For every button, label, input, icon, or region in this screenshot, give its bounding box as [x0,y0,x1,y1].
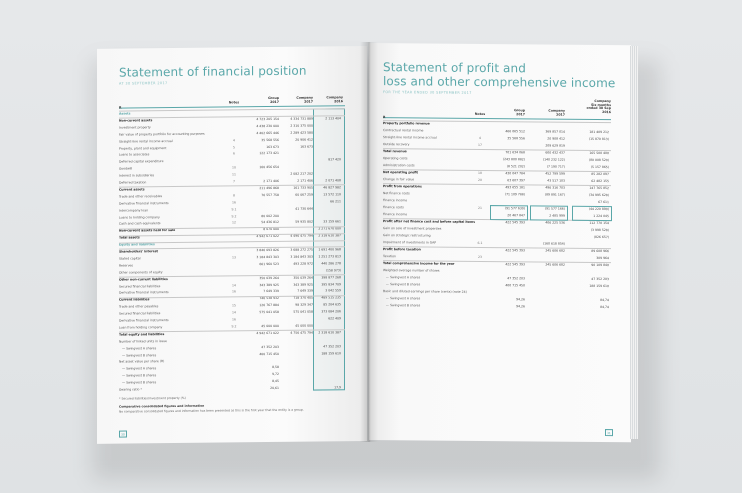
company-value: (140 232 122) [542,157,565,162]
table-row [369,296,631,303]
prior-value: 147 765 852 [589,185,609,191]
currency-header: R [119,105,122,110]
table-row [369,240,631,247]
group-value: 400 715 450 [259,351,279,356]
row-label: Total assets [119,235,140,240]
row-note: 10 [232,165,236,170]
table-row [369,191,631,198]
group-value: 94,26 [516,297,525,302]
prior-value: 2 318 610 387 [318,330,341,335]
row-note: 17 [478,142,482,147]
prior-value: 46 827 982 [323,185,341,190]
row-label: — Swingvest A shares [386,275,421,280]
company-value: 20 908 412 [547,136,565,141]
row-label: Secured financial liabilities [119,311,161,316]
row-label: — Swingvest B shares [122,373,157,378]
row-label: Interest in subsidiaries [119,173,155,178]
group-value: 4 942 671 022 [256,330,279,335]
row-rule [119,105,345,112]
row-note: 14 [232,282,236,287]
prior-value: 89 608 966 [591,248,609,254]
row-label: Reserves [119,263,134,268]
company-prior-header: Company 2016 [326,95,343,103]
prior-value: 395 834 709 [321,281,341,286]
prior-value: 188 159 610 [321,350,341,355]
group-value: 493 655 181 [505,185,525,190]
company-value: 4 334 731 889 [290,116,313,121]
group-value: 80 002 200 [261,213,279,218]
group-value: (8 521 202) [506,164,525,169]
company-value: 245 606 682 [545,262,565,267]
row-label: Weighted average number of shares [383,268,440,273]
row-label: Other components of equity [119,269,163,275]
group-value: 746 538 932 [259,296,279,301]
row-label: Total equity and liabilities [119,331,165,337]
company-value: 3 688 272 275 [290,247,313,252]
row-label: Profit from operations [383,184,422,189]
prior-value: 85 204 635 [323,302,341,307]
group-value: 7 649 339 [263,289,279,294]
group-value: 4 942 671 022 [256,234,279,239]
row-label: Current assets [119,187,145,192]
prior-value: 181 409 212 [589,129,609,135]
group-value: 430 047 784 [505,171,525,176]
company-value: 2 082 217 202 [290,171,313,176]
prior-value: (826 657) [593,234,609,240]
company-value: (91 577 166) [544,206,565,211]
row-note: 6 [233,151,235,156]
group-value: 4 402 665 446 [256,130,279,135]
table-row [369,121,631,128]
group-value: 47 352 203 [261,344,279,349]
group-value: 9,72 [272,372,279,377]
row-label: Taxation [383,254,396,259]
row-label: Total comprehensive income for the year [383,261,455,266]
notes-header: Notes [228,100,240,105]
table-row [369,226,631,233]
group-value: 126 767 884 [259,303,279,308]
group-value: 94,26 [516,304,525,309]
right-currency-header: R [383,115,386,120]
company-value: 718 370 405 [293,295,313,301]
row-note: 9.2 [231,213,237,218]
company-value: 3 184 843 303 [290,254,313,259]
row-note: 13 [232,255,236,260]
company-value: 350 039 264 [293,275,313,280]
row-label: Loan from holding company [119,325,163,330]
table-row [369,170,631,177]
prior-value: (158 973) [325,267,341,273]
group-value: 575 041 058 [259,310,279,315]
company-value: 2 289 423 580 [290,130,313,135]
right-company-prior-header: Company Six months ended 30 Sep 2016 [586,98,611,114]
table-row [369,261,631,268]
finance-costs-box [572,206,612,221]
row-label: Number of linked units in issue [119,338,167,344]
group-value: 400 715 450 [505,283,525,288]
row-note: 16 [232,289,236,294]
company-value: 98 329 347 [295,302,313,307]
group-value: 8,58 [272,365,279,370]
prior-value: 188 159 610 [589,283,609,289]
row-label: Goodwill [119,166,133,171]
row-label: Change in fair value [383,177,415,182]
row-label: Derivative financial instruments [119,200,169,206]
row-label: Total revenue [383,149,407,154]
row-label: Profit after net finance cost and before capital items [383,219,476,224]
right-notes-header: Notes [474,111,486,117]
company-value: 59 935 802 [295,219,313,225]
table-row [369,177,631,184]
row-label: Profit before taxation [383,247,421,252]
company-value: 4 756 475 794 [290,330,313,335]
table-row [369,184,631,191]
right-page [369,43,631,442]
company-value: 43 517 103 [547,178,565,183]
table-row [369,282,631,289]
prior-value: 13 572 110 [323,192,341,197]
row-note: 14 [232,310,236,315]
group-value: (71 109 788) [504,192,525,197]
group-value: 63 607 397 [507,178,525,183]
prior-value: 2 113 404 [325,116,341,121]
company-value: 369 857 014 [545,129,565,134]
prior-value: (3 998 528) [590,227,609,233]
left-page-title: Statement of financial position [119,63,307,80]
company-value: (160 618 854) [542,241,565,246]
row-note: 11 [232,172,236,177]
prior-value: 2 271 670 000 [318,226,341,231]
left-page [97,46,367,444]
company-value: 493 228 972 [293,261,313,266]
right-company-header: Company 2017 [548,108,565,117]
row-label: Property, plant and equipment [119,145,167,151]
row-note: 18 [478,170,482,175]
prior-value: 3 042 559 [325,288,341,293]
group-value: 35 568 556 [261,137,279,142]
row-label: — Swingvest B shares [122,380,157,385]
company-value: 496 316 703 [545,185,565,190]
row-label: Loans to associates [119,152,150,157]
group-value: 35 568 556 [507,136,525,141]
table-row [369,289,631,296]
prior-value: 112 770 154 [589,220,609,226]
prior-value: 1 224 045 [593,213,609,219]
prior-value: (15 870 813) [588,136,609,142]
gearing-footnote: * Secured liabilities/investment property (%) [119,395,186,401]
group-value: 160 456 654 [259,165,279,170]
group-value: 3 846 093 826 [256,247,279,253]
row-label: Straight-line rental income accrual [119,138,173,144]
row-note: 4 [479,135,481,140]
prior-value: 84,74 [600,305,609,310]
group-value: (91 577 630) [504,206,525,211]
table-row [369,268,631,275]
row-label: Finance costs [383,205,404,210]
row-label: Fair value of property portfolio for accounting purposes [119,131,205,137]
company-value: 41 730 644 [295,206,313,211]
group-value: 20,61 [270,385,279,391]
group-value: 343 389 925 [259,282,279,287]
company-value: 209 629 819 [545,143,565,148]
company-value: 406 225 536 [545,220,565,225]
row-label: Property portfolio revenue [383,121,430,126]
table-row [369,303,631,310]
company-value: 2 310 375 000 [290,123,313,128]
prior-value: (34 995 628) [588,192,609,198]
left-page-subtitle: AT 30 SEPTEMBER 2017 [119,81,168,86]
row-rule [119,240,345,243]
group-value: 8,45 [272,379,279,384]
group-value: 3 184 843 303 [256,254,279,260]
row-note: 21 [478,205,482,210]
row-note: 6.1 [477,240,483,245]
prior-value: 2 071 408 [325,178,341,183]
company-header: Company 2017 [296,95,313,104]
row-label: Shareholders' interest [119,249,159,254]
prior-value: 309 964 [596,255,609,261]
prior-value: 47 352 203 [323,343,341,349]
group-value: 701 634 068 [505,150,525,155]
row-label: Deferred capital expenditure [119,159,164,164]
row-note: 12 [232,220,236,225]
group-value: 45 000 000 [261,323,279,328]
prior-value: (5 157 865) [590,164,609,170]
group-value: 422 545 393 [505,220,525,225]
right-header-rule [383,117,611,120]
row-note: 16 [232,317,236,322]
row-note: 15 [232,303,236,308]
group-value: 466 065 512 [505,129,525,134]
table-row [369,247,631,254]
row-label: Equity and liabilities [119,242,155,247]
comparative-heading: Comparative consolidated figures and information [119,403,205,409]
prior-value: 622 409 [328,316,341,321]
row-label: Non-current assets held for sale [119,228,176,233]
group-value: 76 557 758 [261,192,279,197]
row-label: — Swingvest A shares [122,345,157,351]
row-label: Gain on strategic restructuring [383,233,431,238]
row-label: — Swingvest B shares [386,303,421,308]
group-value: 211 496 868 [259,185,279,191]
company-value: 163 673 [300,144,313,149]
prior-value: 2 318 610 387 [318,233,341,238]
prior-value: 489 515 235 [321,295,341,300]
company-value: (89 891 167) [544,192,565,197]
row-note: 9.2 [231,324,237,329]
group-value: 350 039 264 [259,275,279,280]
prior-value: 373 084 206 [321,309,341,314]
prior-value: 66 211 [330,198,341,204]
prior-value: 440 286 278 [321,261,341,266]
group-value: 661 960 523 [259,261,279,266]
prior-value: 1 251 273 813 [318,254,341,259]
row-label: Finance income [383,212,408,217]
prior-value: 817 420 [328,157,341,162]
company-value: 600 432 437 [545,150,565,155]
finance-costs-box [530,205,568,220]
row-note: 23 [478,254,482,259]
prior-value: 33 159 661 [323,219,341,224]
row-label: Net finance costs [383,191,410,196]
group-value: 422 545 393 [505,248,525,253]
row-note: 9.1 [231,206,237,212]
row-label: Investment property [119,125,151,130]
row-label: Secured financial liabilities [119,283,161,289]
prior-value: 398 877 268 [321,274,341,280]
row-note: 8 [233,193,235,198]
row-label: Loans to holding company [119,214,160,220]
prior-value: 84,74 [600,298,609,303]
table-row [369,128,631,135]
company-value: (7 190 717) [546,164,565,169]
company-value: 245 606 682 [545,248,565,253]
row-label: Trade and other receivables [119,193,163,199]
company-value: 343 389 925 [293,282,313,287]
row-label: Cash and cash equivalents [119,221,161,226]
group-value: 163 673 [266,144,279,149]
row-label: Outside recovery [383,142,410,147]
prior-value: 165 500 400 [589,150,609,156]
group-value: 422 545 393 [505,262,525,267]
prior-value: (80 008 520) [588,157,609,163]
group-value: 122 173 421 [259,151,279,156]
row-label: Basic and diluted earnings per share (cents) (note 24) [383,289,467,294]
row-label: Net asset value per share (R) [119,359,165,364]
row-note: 20 [478,177,482,182]
company-value: 161 733 905 [293,185,313,190]
group-value: 54 436 812 [261,220,279,225]
company-value: 452 799 599 [545,171,565,176]
group-value: 47 352 203 [507,276,525,281]
right-page-title-line2: loss and other comprehensive income [383,74,616,91]
row-label: Other non-current liabilities [119,276,168,282]
row-label: Gearing ratio * [119,387,142,392]
row-label: Assets [119,111,131,116]
prior-value: (44 220 890) [588,206,609,212]
right-page-number: 31 [607,430,611,435]
company-value: 2 171 406 [297,178,313,183]
group-header: Group 2017 [268,95,279,104]
row-label: Non-current assets [119,118,153,123]
table-row [97,385,367,392]
row-label: Impairment of investments in GAP [383,240,437,245]
prior-value: 85 282 097 [591,171,609,177]
row-label: Gain on sale of investment properties [383,226,442,231]
row-note: 16 [232,200,236,205]
company-value: 45 000 000 [295,323,313,328]
group-value: 4 723 205 154 [256,116,279,122]
row-label: Current liabilities [119,297,150,302]
table-row [369,198,631,205]
group-value: (243 800 882) [502,157,525,162]
row-note: 5 [233,144,235,149]
book-spine-shadow [360,42,378,442]
page-stack-edge [630,46,638,439]
company-value: 7 649 339 [297,288,313,294]
row-label: — Swingvest B shares [386,282,421,287]
company-value: 2 485 999 [549,213,565,218]
row-label: Administration costs [383,163,415,168]
prior-value: 47 352 203 [591,276,609,282]
right-page-title-line1: Statement of profit and [383,60,526,76]
row-label: — Swingvest A shares [386,296,421,301]
left-page-number: 30 [121,432,125,437]
company-value: 60 067 259 [295,192,313,197]
right-group-header: Group 2017 [514,108,525,116]
table-row [369,156,631,163]
table-row [369,233,631,240]
row-label: Trade and other payables [119,304,159,309]
table-row [369,163,631,170]
row-label: Contractual rental income [383,128,424,133]
row-label: Derivative financial instruments [119,318,169,323]
prior-value: 90 109 840 [591,262,609,268]
table-row [369,275,631,282]
row-note: 4 [233,137,235,142]
group-value: 4 438 230 000 [256,123,279,128]
company-value: 575 041 058 [293,309,313,314]
row-label: Intercompany loan [119,207,149,213]
group-value: 2 171 406 [263,178,279,184]
right-page-subtitle: FOR THE YEAR ENDED 30 SEPTEMBER 2017 [383,90,472,95]
company-value: 20 906 412 [295,137,313,142]
finance-costs-box [490,205,528,220]
row-label: Finance income [383,198,408,203]
table-row [369,254,631,261]
table-row [369,142,631,149]
company-value: 4 496 475 794 [290,233,313,238]
row-label: Deferred taxation [119,180,147,185]
table-row [369,149,631,156]
prior-value: 17,9 [334,385,341,390]
group-value: 8 070 000 [263,227,279,232]
row-label: Derivative financial instruments [119,290,169,295]
row-label: — Swingvest A shares [122,366,157,371]
row-label: Operating costs [383,156,408,161]
prior-value: 1 691 400 968 [318,247,341,252]
comparative-body: No comparative consolidated figures and information has been presented as this is the first year that the entity is a group. [119,407,304,414]
group-value: 20 467 847 [507,213,525,218]
row-label: Straight-line rental income accrual [383,135,437,140]
header-top-rule [119,105,345,108]
row-label: — Swingvest B shares [122,352,157,358]
prior-value: 62 482 155 [591,178,609,184]
prior-value: 67 611 [598,199,609,205]
row-label: Net operating profit [383,170,418,175]
table-row [369,135,631,142]
row-note: 7 [233,179,235,184]
row-label: Stated capital [119,256,141,261]
